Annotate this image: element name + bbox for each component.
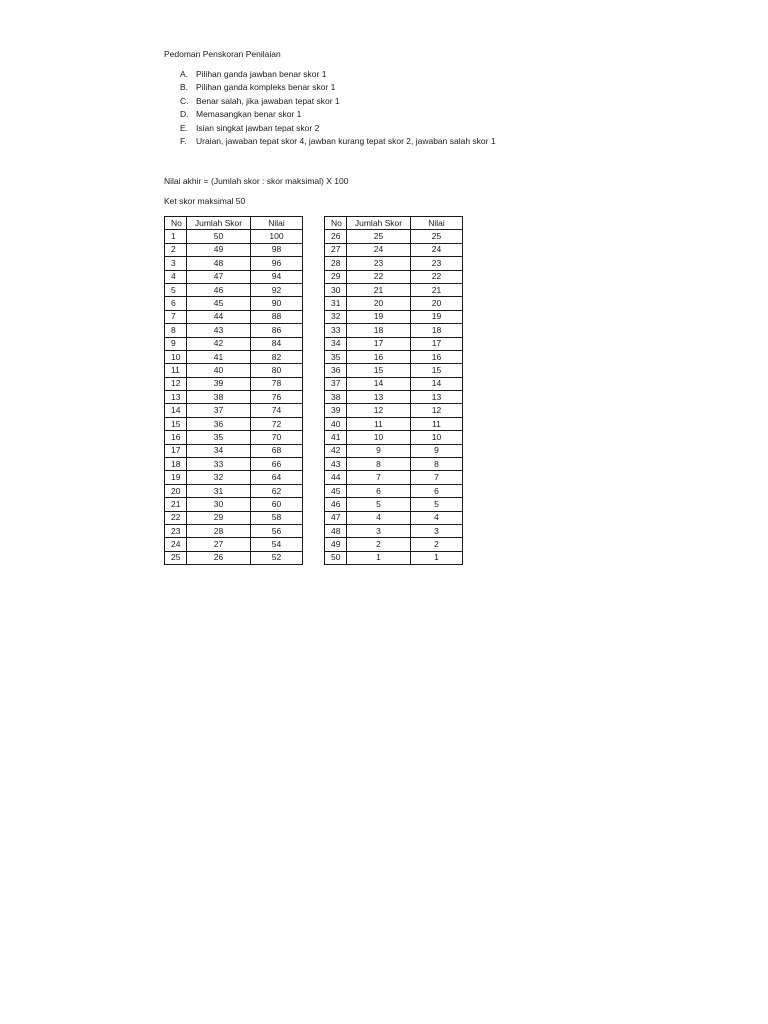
cell-no: 47 [325,511,347,524]
cell-nilai: 16 [411,350,463,363]
cell-jumlah-skor: 39 [187,377,251,390]
cell-jumlah-skor: 18 [347,324,411,337]
cell-no: 32 [325,310,347,323]
cell-no: 40 [325,417,347,430]
cell-jumlah-skor: 33 [187,458,251,471]
table-row [165,538,303,551]
table-row [165,498,303,511]
cell-no: 28 [325,257,347,270]
table-row [325,431,463,444]
cell-jumlah-skor: 27 [187,538,251,551]
cell-nilai: 17 [411,337,463,350]
cell-nilai: 8 [411,458,463,471]
score-table-right [324,216,463,565]
cell-jumlah-skor: 20 [347,297,411,310]
cell-no: 49 [325,538,347,551]
table-row [165,283,303,296]
table-row [325,297,463,310]
cell-jumlah-skor: 8 [347,458,411,471]
cell-jumlah-skor: 44 [187,310,251,323]
cell-no: 41 [325,431,347,444]
cell-nilai: 11 [411,417,463,430]
table-row [165,324,303,337]
cell-jumlah-skor: 42 [187,337,251,350]
cell-nilai: 96 [251,257,303,270]
table-row [325,551,463,564]
table-row [165,257,303,270]
table-row [325,337,463,350]
cell-nilai: 62 [251,484,303,497]
cell-jumlah-skor: 30 [187,498,251,511]
table-row [325,230,463,243]
rule-letter: B. [180,82,189,93]
cell-jumlah-skor: 4 [347,511,411,524]
rule-letter: E. [180,122,189,133]
cell-no: 11 [165,364,187,377]
cell-jumlah-skor: 47 [187,270,251,283]
cell-nilai: 90 [251,297,303,310]
cell-nilai: 4 [411,511,463,524]
cell-nilai: 74 [251,404,303,417]
cell-no: 10 [165,350,187,363]
cell-jumlah-skor: 49 [187,243,251,256]
cell-no: 7 [165,310,187,323]
cell-no: 38 [325,391,347,404]
scoring-rules-list [180,69,496,149]
cell-nilai: 80 [251,364,303,377]
cell-jumlah-skor: 16 [347,350,411,363]
cell-jumlah-skor: 38 [187,391,251,404]
column-header-jumlah-skor: Jumlah Skor [347,217,411,230]
cell-no: 44 [325,471,347,484]
rule-letter: D. [180,109,189,120]
cell-jumlah-skor: 32 [187,471,251,484]
table-row [165,337,303,350]
table-row [165,350,303,363]
table-row [165,391,303,404]
table-row [165,230,303,243]
cell-jumlah-skor: 35 [187,431,251,444]
cell-nilai: 1 [411,551,463,564]
cell-nilai: 22 [411,270,463,283]
table-row [325,471,463,484]
cell-no: 2 [165,243,187,256]
table-row [165,431,303,444]
table-row [165,404,303,417]
cell-no: 8 [165,324,187,337]
cell-jumlah-skor: 6 [347,484,411,497]
cell-nilai: 58 [251,511,303,524]
cell-no: 1 [165,230,187,243]
cell-jumlah-skor: 34 [187,444,251,457]
rule-item [180,136,496,149]
cell-jumlah-skor: 5 [347,498,411,511]
table-row [165,270,303,283]
cell-no: 35 [325,350,347,363]
table-row [165,444,303,457]
rule-text: Memasangkan benar skor 1 [196,109,302,120]
cell-no: 21 [165,498,187,511]
cell-no: 36 [325,364,347,377]
rule-text: Isian singkat jawban tepat skor 2 [196,122,320,133]
cell-nilai: 84 [251,337,303,350]
cell-jumlah-skor: 37 [187,404,251,417]
table-row [325,458,463,471]
cell-nilai: 24 [411,243,463,256]
table-row [325,257,463,270]
table-row [325,404,463,417]
table-row [165,417,303,430]
table-row [325,498,463,511]
cell-no: 27 [325,243,347,256]
cell-no: 46 [325,498,347,511]
cell-jumlah-skor: 9 [347,444,411,457]
table-body [165,230,303,565]
cell-jumlah-skor: 19 [347,310,411,323]
cell-nilai: 5 [411,498,463,511]
cell-jumlah-skor: 3 [347,524,411,537]
cell-jumlah-skor: 29 [187,511,251,524]
table-row [165,297,303,310]
cell-nilai: 82 [251,350,303,363]
cell-nilai: 19 [411,310,463,323]
table-row [325,391,463,404]
page-title: Pedoman Penskoran Penilaian [164,49,281,59]
column-header-jumlah-skor: Jumlah Skor [187,217,251,230]
cell-nilai: 78 [251,377,303,390]
table-row [165,511,303,524]
max-score-note: Ket skor maksimal 50 [164,196,246,206]
cell-nilai: 52 [251,551,303,564]
cell-nilai: 60 [251,498,303,511]
cell-nilai: 64 [251,471,303,484]
cell-jumlah-skor: 14 [347,377,411,390]
rule-item [180,123,496,136]
rule-text: Uraian, jawaban tepat skor 4, jawban kurang tepat skor 2, jawaban salah skor 1 [196,135,496,146]
rule-letter: A. [180,69,189,79]
cell-no: 3 [165,257,187,270]
cell-nilai: 70 [251,431,303,444]
table-row [325,310,463,323]
table-row [165,471,303,484]
table-row [325,484,463,497]
cell-jumlah-skor: 31 [187,484,251,497]
table-row [325,377,463,390]
cell-jumlah-skor: 25 [347,230,411,243]
table-body [325,230,463,565]
cell-jumlah-skor: 22 [347,270,411,283]
cell-nilai: 54 [251,538,303,551]
column-header-no: No [325,217,347,230]
cell-jumlah-skor: 40 [187,364,251,377]
cell-jumlah-skor: 12 [347,404,411,417]
cell-nilai: 9 [411,444,463,457]
cell-no: 5 [165,283,187,296]
cell-nilai: 15 [411,364,463,377]
cell-nilai: 66 [251,458,303,471]
cell-jumlah-skor: 50 [187,230,251,243]
cell-nilai: 6 [411,484,463,497]
table-row [165,551,303,564]
rule-item [180,82,496,95]
cell-nilai: 76 [251,391,303,404]
cell-no: 13 [165,391,187,404]
cell-nilai: 56 [251,524,303,537]
score-table-left [164,216,303,565]
table-row [325,511,463,524]
cell-nilai: 88 [251,310,303,323]
table-row [165,243,303,256]
cell-no: 12 [165,377,187,390]
cell-no: 33 [325,324,347,337]
table-row [325,324,463,337]
table-row [325,270,463,283]
cell-no: 23 [165,524,187,537]
table-row [165,377,303,390]
cell-no: 14 [165,404,187,417]
cell-nilai: 98 [251,243,303,256]
table-row [325,243,463,256]
cell-jumlah-skor: 13 [347,391,411,404]
cell-jumlah-skor: 46 [187,283,251,296]
table-row [165,364,303,377]
table-row [165,458,303,471]
cell-no: 50 [325,551,347,564]
rule-item [180,109,496,122]
cell-jumlah-skor: 21 [347,283,411,296]
cell-jumlah-skor: 36 [187,417,251,430]
cell-no: 9 [165,337,187,350]
cell-jumlah-skor: 24 [347,243,411,256]
cell-jumlah-skor: 7 [347,471,411,484]
cell-nilai: 20 [411,297,463,310]
cell-no: 22 [165,511,187,524]
cell-no: 6 [165,297,187,310]
cell-jumlah-skor: 10 [347,431,411,444]
rule-item [180,96,496,109]
cell-no: 16 [165,431,187,444]
table-row [325,444,463,457]
cell-no: 15 [165,417,187,430]
cell-no: 4 [165,270,187,283]
cell-jumlah-skor: 45 [187,297,251,310]
cell-nilai: 92 [251,283,303,296]
table-row [165,484,303,497]
cell-no: 19 [165,471,187,484]
cell-no: 48 [325,524,347,537]
cell-nilai: 14 [411,377,463,390]
column-header-nilai: Nilai [251,217,303,230]
table-row [325,417,463,430]
rule-text: Pilihan ganda jawban benar skor 1 [196,69,327,79]
table-row [325,538,463,551]
cell-nilai: 94 [251,270,303,283]
cell-nilai: 25 [411,230,463,243]
cell-jumlah-skor: 26 [187,551,251,564]
cell-nilai: 13 [411,391,463,404]
cell-jumlah-skor: 17 [347,337,411,350]
cell-jumlah-skor: 23 [347,257,411,270]
rule-letter: F. [180,135,187,146]
cell-jumlah-skor: 43 [187,324,251,337]
cell-no: 20 [165,484,187,497]
table-row [165,310,303,323]
table-header-row [325,217,463,230]
table-header-row [165,217,303,230]
cell-jumlah-skor: 1 [347,551,411,564]
cell-jumlah-skor: 28 [187,524,251,537]
cell-nilai: 68 [251,444,303,457]
table-row [165,524,303,537]
rule-text: Pilihan ganda kompleks benar skor 1 [196,82,336,93]
cell-nilai: 2 [411,538,463,551]
cell-jumlah-skor: 41 [187,350,251,363]
rule-item [180,69,496,82]
cell-no: 34 [325,337,347,350]
column-header-nilai: Nilai [411,217,463,230]
cell-nilai: 12 [411,404,463,417]
cell-nilai: 86 [251,324,303,337]
column-header-no: No [165,217,187,230]
cell-no: 43 [325,458,347,471]
cell-no: 42 [325,444,347,457]
rule-text: Benar salah, jika jawaban tepat skor 1 [196,95,340,106]
cell-nilai: 10 [411,431,463,444]
cell-nilai: 18 [411,324,463,337]
table-row [325,283,463,296]
cell-jumlah-skor: 11 [347,417,411,430]
cell-no: 25 [165,551,187,564]
final-score-formula: Nilai akhir = (Jumlah skor : skor maksimal) X 100 [164,176,349,186]
cell-no: 39 [325,404,347,417]
cell-no: 18 [165,458,187,471]
cell-nilai: 7 [411,471,463,484]
cell-no: 24 [165,538,187,551]
cell-no: 31 [325,297,347,310]
cell-no: 29 [325,270,347,283]
cell-nilai: 100 [251,230,303,243]
cell-no: 30 [325,283,347,296]
cell-nilai: 72 [251,417,303,430]
table-row [325,350,463,363]
cell-jumlah-skor: 48 [187,257,251,270]
cell-jumlah-skor: 2 [347,538,411,551]
cell-nilai: 23 [411,257,463,270]
cell-no: 17 [165,444,187,457]
cell-jumlah-skor: 15 [347,364,411,377]
cell-no: 26 [325,230,347,243]
table-row [325,524,463,537]
cell-nilai: 21 [411,283,463,296]
cell-nilai: 3 [411,524,463,537]
cell-no: 37 [325,377,347,390]
rule-letter: C. [180,95,189,106]
cell-no: 45 [325,484,347,497]
table-row [325,364,463,377]
